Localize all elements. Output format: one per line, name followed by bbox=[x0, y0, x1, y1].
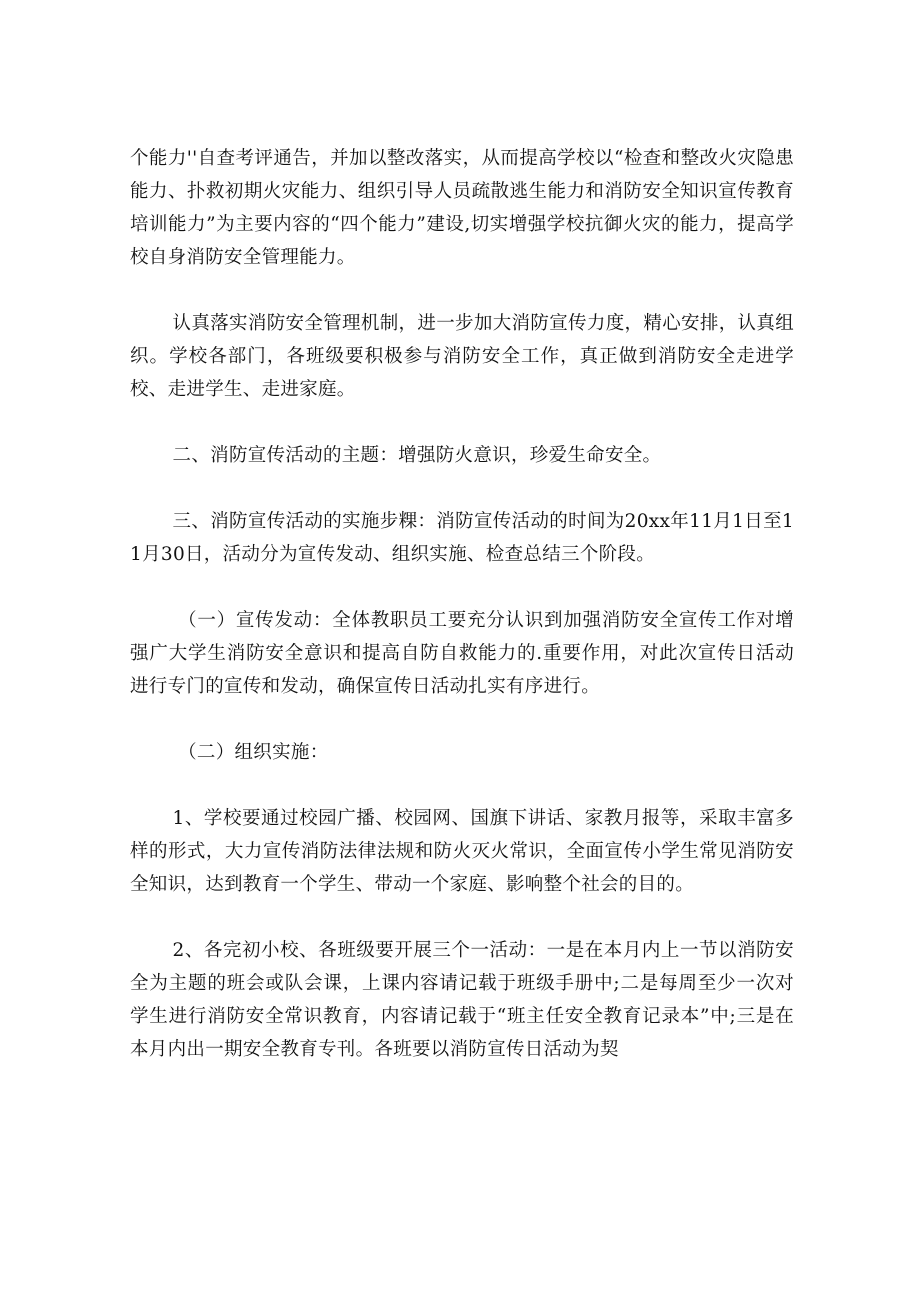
paragraph-management-mechanism: 认真落实消防安全管理机制，进一步加大消防宣传力度，精心安排，认真组织。学校各部门，各班级要积极参与消防安全工作，真正做到消防安全走进学校、走进学生、走进家庭。 bbox=[130, 313, 794, 400]
paragraph-implementation-steps: 三、消防宣传活动的实施步粿：消防宣传活动的时间为20xx年11月1日至11月30日，活动分为宣传发动、组织实施、检查总结三个阶段。 bbox=[130, 511, 794, 565]
paragraph-item-1: 1、学校要通过校园广播、校园网、国旗下讲话、家教月报等，采取丰富多样的形式，大力宣传消防法律法规和防火灭火常识，全面宣传小学生常见消防安全知识，达到教育一个学生、带动一个家庭、影响整个社会的目的。 bbox=[130, 808, 794, 895]
paragraph-four-abilities: 个能力''自查考评通告，并加以整改落实，从而提高学校以“检查和整改火灾隐患能力、扑救初期火灾能力、组织引导人员疏散逃生能力和消防安全知识宣传教育培训能力”为主要内容的“四个能力”建设,切实增强学校抗御火灾的能力，提高学校自身消防安全管理能力。 bbox=[130, 148, 794, 268]
paragraph-organization-heading: （二）组织实施： bbox=[178, 742, 329, 763]
paragraph-item-2: 2、各完初小校、各班级要开展三个一活动：一是在本月内上一节以消防安全为主题的班会或队会课，上课内容请记载于班级手册中;二是每周至少一次对学生进行消防安全常识教育，内容请记载于“班主任安全教育记录本”中;三是在本月内出一期安全教育专刊。各班要以消防宣传日活动为契 bbox=[130, 940, 794, 1060]
paragraph-theme: 二、消防宣传活动的主题：增强防火意识，珍爱生命安全。 bbox=[172, 445, 662, 466]
paragraph-publicity-mobilization: （一）宣传发动：全体教职员工要充分认识到加强消防安全宣传工作对增强广大学生消防安全意识和提高自防自救能力的.重要作用，对此次宣传日活动进行专门的宣传和发动，确保宣传日活动扎实有序进行。 bbox=[130, 610, 794, 697]
document-body bbox=[130, 142, 794, 1066]
